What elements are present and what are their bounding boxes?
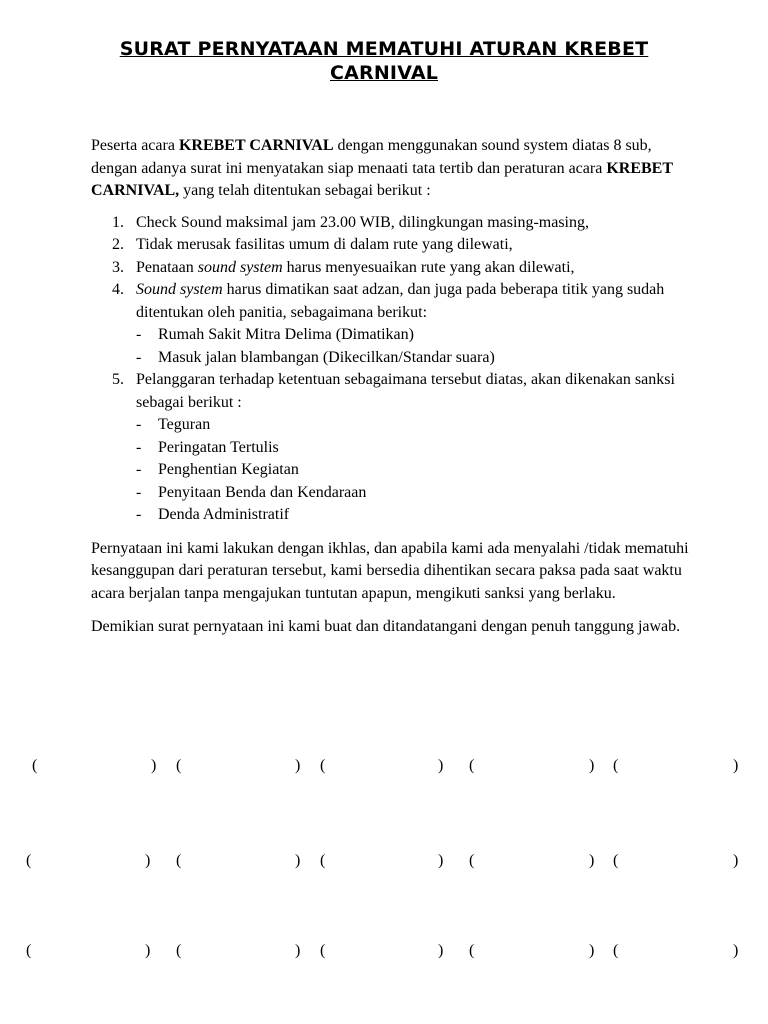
statement-paragraph: Pernyataan ini kami lakukan dengan ikhlas, dan apabila kami ada menyalahi /tidak mematuhi kesanggupan dari peraturan tersebut, kami bersedia dihentikan secara paksa pada saat waktu acara berjalan tanpa mengajukan tuntutan apapun, mengikuti sanksi yang berlaku. [91, 539, 689, 602]
intro-text-2: dengan menggunakan sound system diatas 8 sub, dengan adanya surat ini menyatakan siap menaati tata tertib dan peraturan acara [91, 137, 652, 177]
sig-close: ) [733, 942, 739, 959]
sig-open: ( [469, 942, 475, 959]
rule-text-post: harus menyesuaikan rute yang akan dilewati, [282, 258, 575, 276]
rule-text: Check Sound maksimal jam 23.00 WIB, dilingkungan masing-masing, [136, 213, 589, 231]
sig-open: ( [176, 757, 182, 774]
rule-text-post: harus dimatikan saat adzan, dan juga pada beberapa titik yang sudah ditentukan oleh panitia, sebagaimana berikut: [136, 281, 665, 321]
rule-4-sublist [136, 324, 691, 369]
document-body [91, 135, 691, 639]
sub-item [136, 414, 691, 437]
rule-number: 3. [112, 258, 124, 276]
sig-close: ) [438, 852, 444, 869]
sig-close: ) [145, 942, 151, 959]
sig-close: ) [589, 942, 595, 959]
rule-number: 1. [112, 213, 124, 231]
sig-open: ( [613, 942, 619, 959]
sub-item [136, 324, 691, 347]
sub-item [136, 459, 691, 482]
sig-open: ( [26, 942, 32, 959]
sig-open: ( [176, 942, 182, 959]
signature-row-1 [0, 757, 768, 781]
sig-open: ( [469, 852, 475, 869]
event-name-bold: KREBET CARNIVAL [178, 137, 334, 154]
intro-text-1: Peserta acara [91, 137, 179, 154]
sig-open: ( [32, 757, 38, 774]
sig-close: ) [151, 757, 157, 774]
sub-item-text: Peringatan Tertulis [158, 438, 279, 456]
sig-open: ( [320, 942, 326, 959]
rules-list [91, 212, 691, 527]
sig-open: ( [320, 852, 326, 869]
rule-number: 4. [112, 281, 124, 298]
rule-text-italic: Sound system [136, 281, 223, 298]
dash-marker: - [136, 506, 142, 523]
sig-close: ) [438, 757, 444, 774]
dash-marker: - [136, 461, 142, 478]
dash-marker: - [136, 348, 142, 366]
intro-text-3: yang telah ditentukan sebagai berikut : [179, 182, 431, 199]
dash-marker: - [136, 416, 142, 433]
dash-marker: - [136, 483, 142, 501]
sig-open: ( [613, 852, 619, 869]
rule-text: Tidak merusak fasilitas umum di dalam rute yang dilewati, [136, 236, 513, 253]
rule-5-sublist [136, 414, 691, 527]
sub-item-text: Denda Administratif [158, 506, 290, 523]
sig-close: ) [295, 852, 301, 869]
rule-text-italic: sound system [197, 258, 283, 276]
sub-item-text: Penyitaan Benda dan Kendaraan [158, 483, 367, 501]
sub-item-text: Teguran [158, 416, 211, 433]
sig-open: ( [320, 757, 326, 774]
rule-item-5 [91, 369, 691, 527]
sig-close: ) [145, 852, 151, 869]
sub-item [136, 347, 691, 370]
document-title: SURAT PERNYATAAN MEMATUHI ATURAN KREBET CARNIVAL [119, 38, 649, 84]
sig-close: ) [733, 757, 739, 774]
sig-close: ) [295, 942, 301, 959]
sig-open: ( [26, 852, 32, 869]
sub-item [136, 504, 691, 527]
rule-text-pre: Penataan [136, 258, 198, 276]
sig-close: ) [589, 852, 595, 869]
intro-paragraph [91, 135, 691, 203]
sub-item [136, 437, 691, 460]
dash-marker: - [136, 438, 142, 456]
sig-open: ( [176, 852, 182, 869]
sig-close: ) [295, 757, 301, 774]
sig-close: ) [438, 942, 444, 959]
sub-item-text: Penghentian Kegiatan [158, 461, 299, 478]
rule-item-4 [91, 279, 691, 369]
dash-marker: - [136, 326, 142, 343]
signature-row-2 [0, 852, 768, 876]
rule-number: 5. [112, 371, 124, 388]
closing-paragraph: Demikian surat pernyataan ini kami buat dan ditandatangani dengan penuh tanggung jawab. [91, 618, 681, 635]
sub-item [136, 482, 691, 505]
event-name-bold-2: KREBET CARNIVAL, [91, 159, 673, 199]
sig-close: ) [589, 757, 595, 774]
rule-text: Pelanggaran terhadap ketentuan sebagaimana tersebut diatas, akan dikenakan sanksi sebagai berikut : [136, 371, 675, 411]
rule-number: 2. [112, 236, 124, 253]
sig-open: ( [613, 757, 619, 774]
signature-row-3 [0, 942, 768, 966]
sub-item-text: Rumah Sakit Mitra Delima (Dimatikan) [158, 326, 414, 343]
rule-item-1 [91, 212, 691, 235]
sig-open: ( [469, 757, 475, 774]
sig-close: ) [733, 852, 739, 869]
rule-item-2 [91, 234, 691, 257]
rule-item-3 [91, 257, 691, 280]
sub-item-text: Masuk jalan blambangan (Dikecilkan/Standar suara) [158, 348, 495, 366]
